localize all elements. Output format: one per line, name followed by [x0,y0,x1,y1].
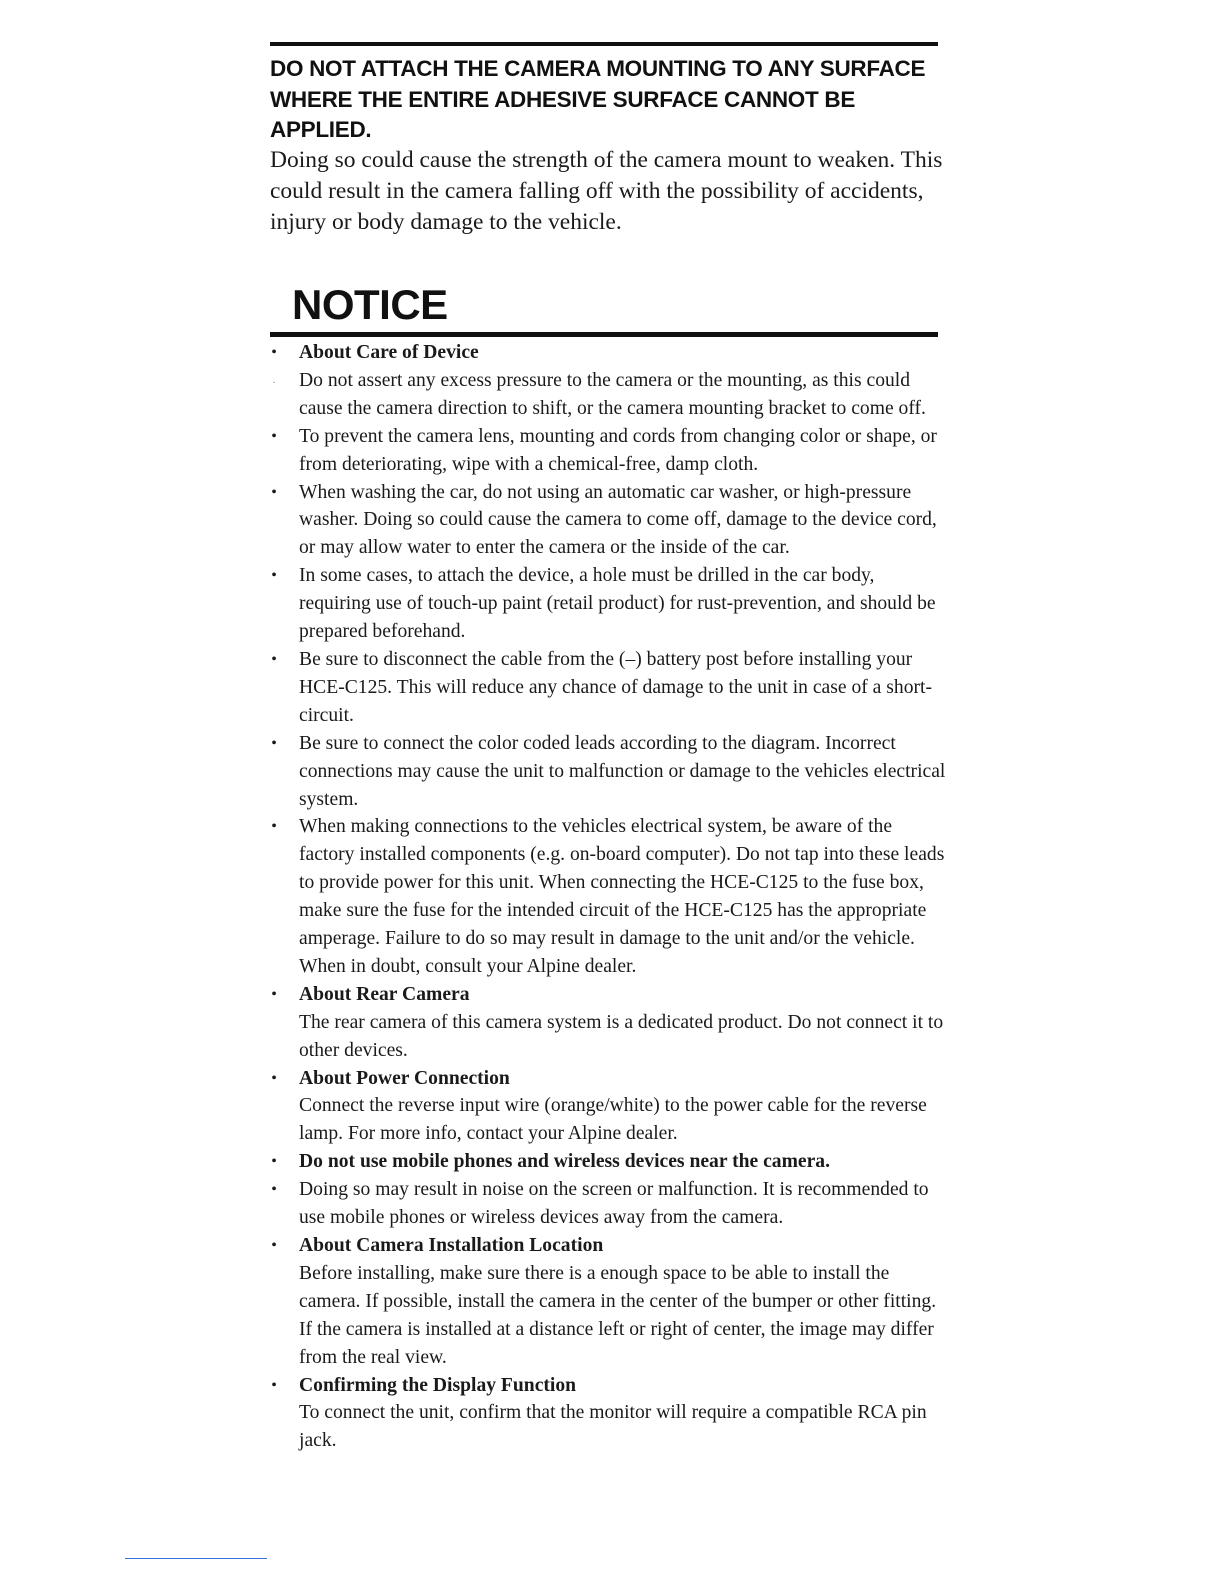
notice-item [266,813,946,980]
notice-item-text: Do not assert any excess pressure to the camera or the mounting, as this could cause the camera direction to shift, or the camera mounting bracket to come off. [299,369,926,419]
notice-item [266,1232,946,1372]
notice-item [266,1176,946,1232]
notice-item-text: To prevent the camera lens, mounting and cords from changing color or shape, or from deteriorating, wipe with a chemical-free, damp cloth. [299,425,937,475]
notice-item [266,1148,946,1176]
notice-item-title: About Power Connection [299,1067,510,1089]
notice-item-text: Connect the reverse input wire (orange/white) to the power cable for the reverse lamp. For more info, contact your Alpine dealer. [299,1095,927,1145]
bullet-icon: • [271,650,277,668]
notice-item-title: About Rear Camera [299,983,470,1005]
notice-item [266,981,946,1065]
bullet-icon: • [271,344,277,361]
notice-item-text: To connect the unit, confirm that the monitor will require a compatible RCA pin jack. [299,1402,927,1452]
bullet-icon: • [271,734,277,752]
footer-link-line [125,1558,267,1559]
notice-item-title: Do not use mobile phones and wireless devices near the camera. [299,1151,831,1173]
bullet-icon: • [271,985,277,1003]
notice-item-text: In some cases, to attach the device, a hole must be drilled in the car body, requiring use of touch-up paint (retail product) for rust-prevention, and should be prepared beforehand. [299,565,936,643]
warning-heading: DO NOT ATTACH THE CAMERA MOUNTING TO ANY SURFACE WHERE THE ENTIRE ADHESIVE SURFACE CANNOT BE APPLIED. [270,56,926,142]
notice-rule [270,332,938,337]
notice-list [266,339,946,1455]
warning-top-rule [270,42,938,46]
notice-item-title: About Camera Installation Location [299,1235,604,1256]
bullet-icon: • [271,567,277,585]
notice-item-text: When making connections to the vehicles electrical system, be aware of the factory installed components (e.g. on-board computer). Do not tap into these leads to provide power for this unit. When connecting the HCE-C125 to the fuse box, make sure the fuse for the intended circuit of the HCE-C125 has the appropriate amperage. Failure to do so may result in damage to the unit and/or the vehicle. When in doubt, consult your Alpine dealer. [299,816,945,977]
notice-item-text: The rear camera of this camera system is a dedicated product. Do not connect it to other devices. [299,1011,944,1061]
notice-item [266,479,946,563]
bullet-icon: • [271,483,277,501]
bullet-icon: • [271,1069,277,1087]
notice-item-title: About Care of Device [299,342,479,363]
notice-item-text: Be sure to connect the color coded leads according to the diagram. Incorrect connections may cause the unit to malfunction or damage to the vehicles electrical system. [299,732,946,810]
bullet-icon: • [271,1153,277,1171]
notice-title: NOTICE [292,281,448,328]
notice-item-text: When washing the car, do not using an automatic car washer, or high-pressure washer. Doing so could cause the camera to come off, damage to the device cord, or may allow water to enter the camera or the inside of the car. [299,481,937,559]
notice-item [266,1065,946,1149]
warning-body: Doing so could cause the strength of the camera mount to weaken. This could result in the camera falling off with the possibility of accidents, injury or body damage to the vehicle. [270,147,943,235]
bullet-icon: . [272,374,276,386]
notice-item-text: Be sure to disconnect the cable from the (–) battery post before installing your HCE-C125. This will reduce any chance of damage to the unit in case of a short-circuit. [299,648,932,726]
bullet-icon: • [271,1237,277,1254]
notice-item [266,646,946,730]
notice-item [266,730,946,814]
notice-item-text: Doing so may result in noise on the screen or malfunction. It is recommended to use mobile phones or wireless devices away from the camera. [299,1179,929,1229]
bullet-icon: • [271,818,277,836]
bullet-icon: • [271,1376,277,1394]
bullet-icon: • [271,1181,277,1199]
notice-item-title: Confirming the Display Function [299,1374,577,1396]
notice-item [266,562,946,646]
bullet-icon: • [271,427,277,445]
notice-item [266,423,946,479]
notice-item [266,1372,946,1456]
notice-item [266,367,946,423]
notice-item [266,339,946,367]
notice-item-text: Before installing, make sure there is a enough space to be able to install the camera. If possible, install the camera in the center of the bumper or other fitting. If the camera is installed at a distance left or right of center, the image may differ from the real view. [299,1262,937,1368]
